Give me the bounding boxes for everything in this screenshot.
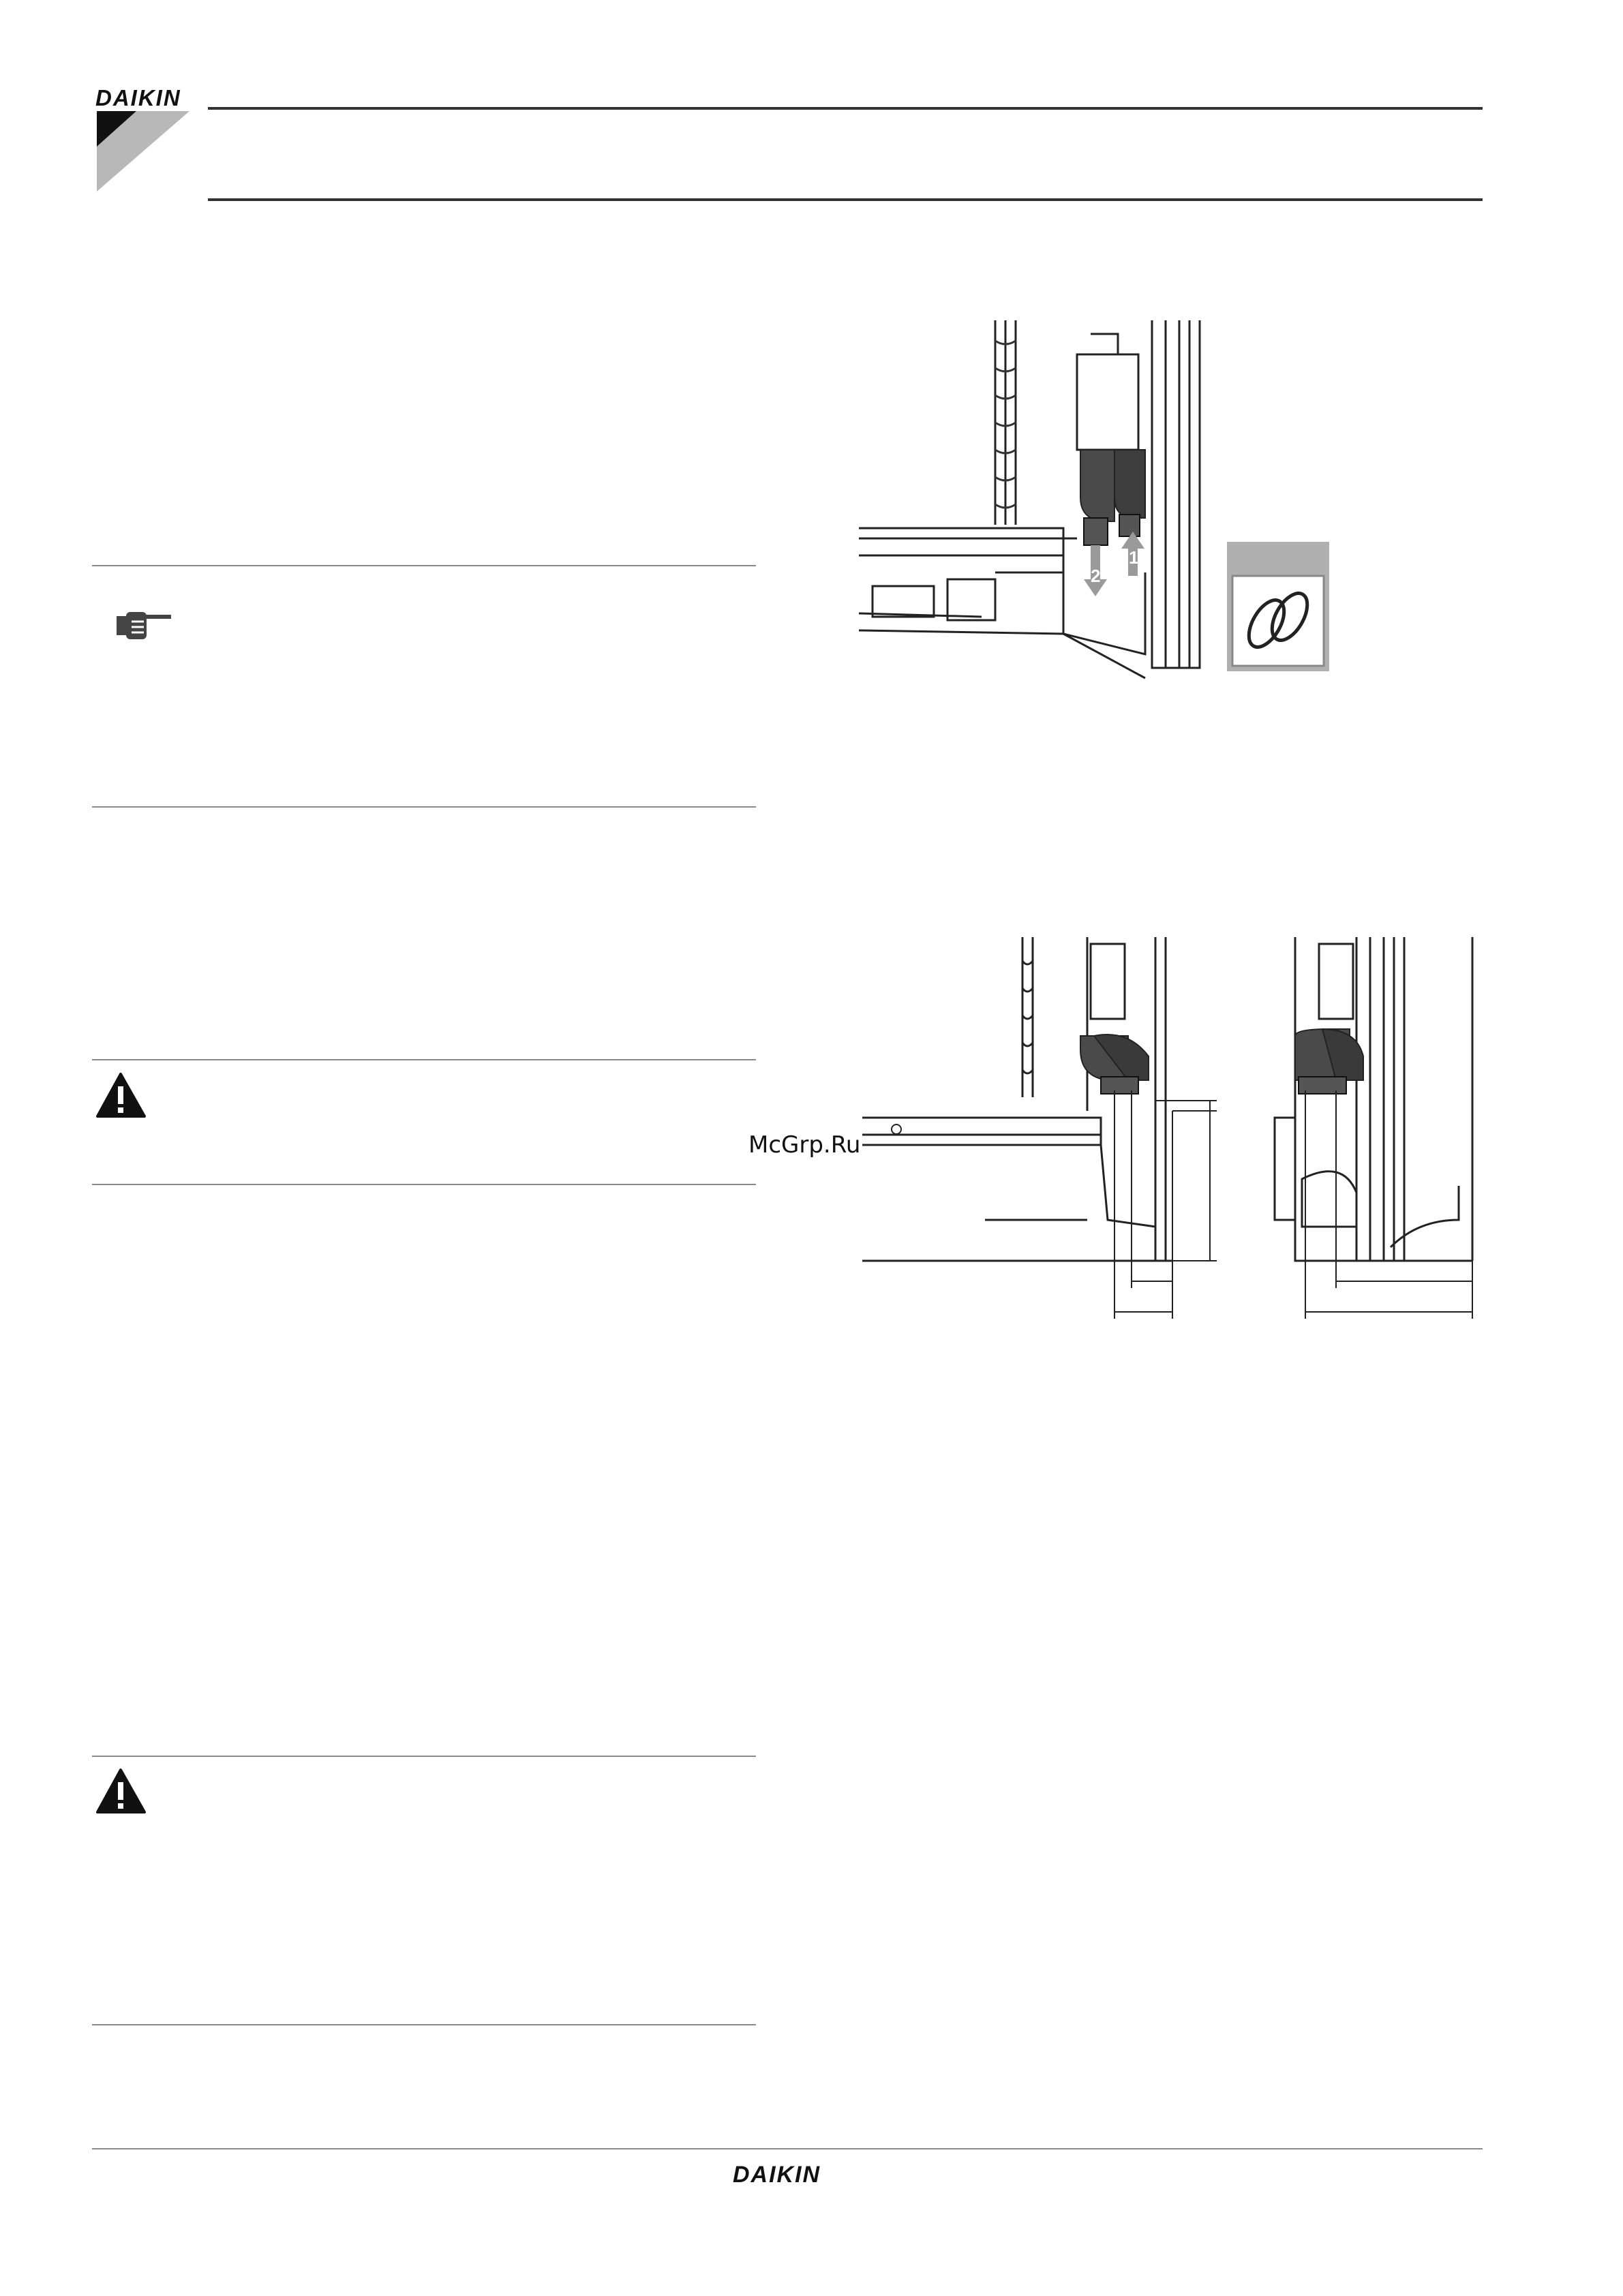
header-brand: DAIKIN [95, 85, 181, 110]
figure-dimensions-right [1254, 934, 1479, 1326]
divider-4 [92, 1184, 756, 1185]
divider-6 [92, 2024, 756, 2025]
daikin-logo [95, 85, 198, 194]
divider-2 [92, 806, 756, 808]
divider-3 [92, 1059, 756, 1060]
note-icon [112, 607, 174, 647]
warning-triangle-icon [95, 1071, 147, 1119]
header-rule-bottom [208, 198, 1483, 201]
footer-brand: DAIKIN [733, 2162, 821, 2188]
divider-5 [92, 1756, 756, 1757]
callout-2: 2 [1091, 566, 1101, 586]
warning-icon-2 [95, 1767, 147, 1815]
dimension-illustration-left [862, 934, 1224, 1326]
watermark-text: McGrp.Ru [748, 1131, 861, 1159]
header [0, 0, 1623, 218]
divider-1 [92, 565, 756, 566]
pointing-hand-icon [112, 607, 174, 647]
warning-icon-1 [95, 1071, 147, 1119]
footer-rule [92, 2148, 1483, 2149]
figure-dimensions-left [862, 934, 1224, 1326]
warning-triangle-icon [95, 1767, 147, 1815]
o-ring-inset [1227, 542, 1329, 671]
header-rule-top [208, 107, 1483, 110]
dimension-illustration-right [1254, 934, 1479, 1326]
o-ring-icon [1227, 542, 1329, 671]
callout-1: 1 [1129, 547, 1139, 568]
